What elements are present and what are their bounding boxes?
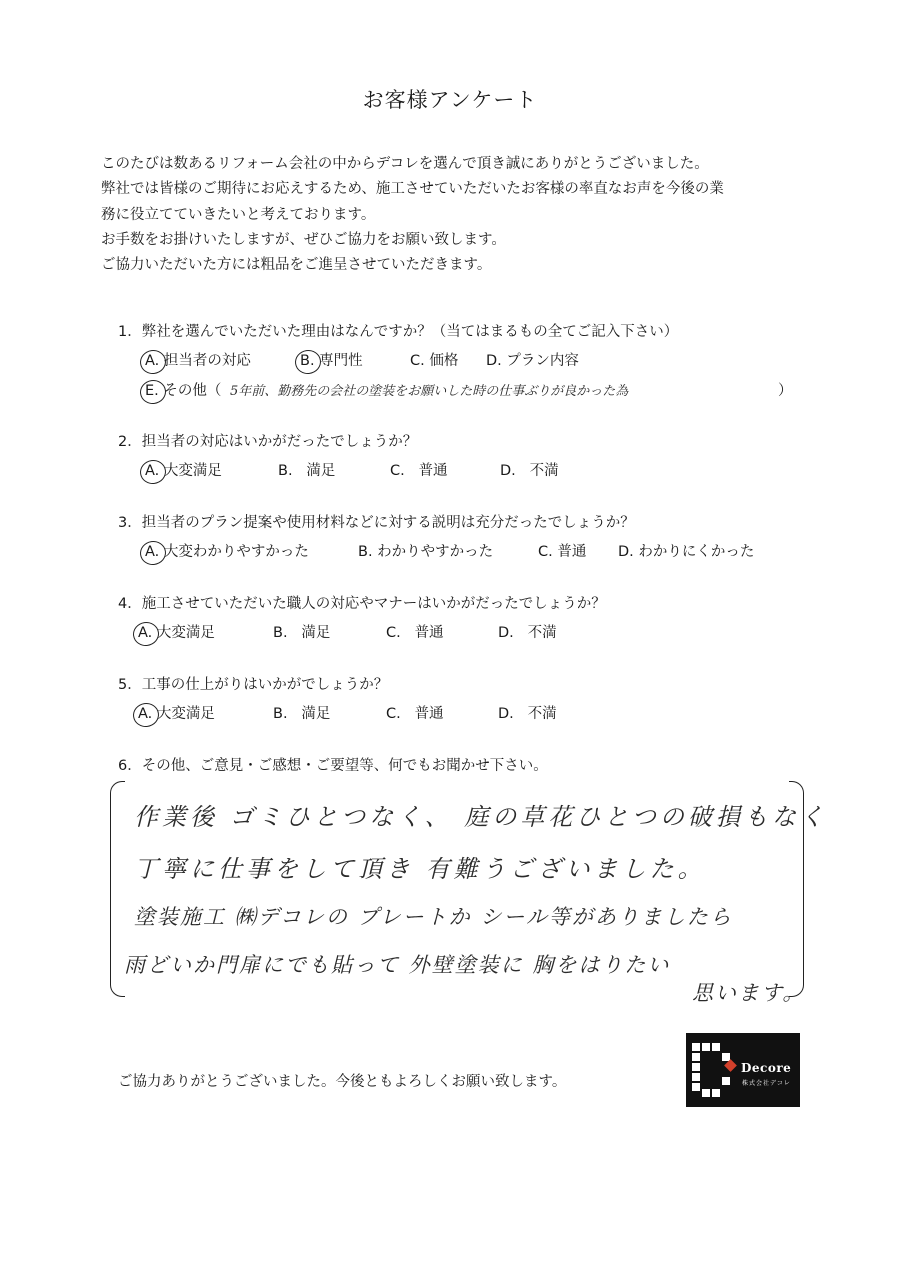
question-3 bbox=[118, 511, 755, 566]
question-3-text: 3．担当者のプラン提案や使用材料などに対する説明は充分だったでしょうか？ bbox=[118, 515, 635, 531]
comment-line: 塗装施工 ㈱デコレの プレートか シール等がありましたら bbox=[134, 905, 733, 929]
footer-thanks: ご協力ありがとうございました。今後ともよろしくお願い致します。 bbox=[118, 1074, 567, 1090]
other-reason-answer: 5年前、勤務先の会社の塗装をお願いした時の仕事ぶりが良かった為 bbox=[230, 384, 629, 399]
intro-line: このたびは数あるリフォーム会社の中からデコレを選んで頂き誠にありがとうございました。 bbox=[101, 156, 709, 172]
comment-line: 雨どいか門扉にでも貼って 外壁塗装に 胸をはりたい bbox=[124, 953, 671, 977]
option-a[interactable]: A. 大変わかりやすかった bbox=[145, 544, 309, 560]
option-a[interactable]: A. 大変満足 bbox=[138, 625, 215, 641]
option-d[interactable]: D. 不満 bbox=[498, 706, 557, 722]
question-5-options bbox=[118, 702, 557, 728]
logo-name: Decore bbox=[741, 1061, 792, 1075]
intro-line: 弊社では皆様のご期待にお応えするため、施工させていただいたお客様の率直なお声を今後の業 bbox=[101, 181, 724, 198]
question-1-other bbox=[118, 379, 793, 405]
question-1 bbox=[118, 320, 793, 405]
page-title: お客様アンケート bbox=[362, 88, 538, 112]
question-3-options bbox=[118, 540, 755, 566]
option-b[interactable]: B. 専門性 bbox=[300, 353, 363, 369]
question-2-options bbox=[118, 459, 559, 485]
bracket-left bbox=[110, 781, 125, 997]
option-c[interactable]: C. 普通 bbox=[386, 706, 444, 722]
question-4 bbox=[118, 592, 606, 647]
option-c[interactable]: C. 普通 bbox=[386, 625, 444, 641]
intro-line: ご協力いただいた方には粗品をご進呈させていただきます。 bbox=[101, 257, 492, 274]
decore-logo bbox=[686, 1033, 800, 1107]
option-c[interactable]: C. 価格 bbox=[410, 353, 459, 369]
option-b[interactable]: B. 満足 bbox=[273, 625, 331, 641]
option-b[interactable]: B. 満足 bbox=[278, 463, 336, 479]
question-5 bbox=[118, 673, 557, 728]
logo-subtitle: 株式会社デコレ bbox=[742, 1080, 791, 1087]
option-d[interactable]: D. わかりにくかった bbox=[618, 544, 755, 560]
comment-line: 丁寧に仕事をして頂き 有難うございました。 bbox=[134, 855, 706, 883]
question-2 bbox=[118, 430, 559, 485]
option-b[interactable]: B. 満足 bbox=[273, 706, 331, 722]
option-c[interactable]: C. 普通 bbox=[390, 463, 448, 479]
question-6-text: 6．その他、ご意見・ご感想・ご要望等、何でもお聞かせ下さい。 bbox=[118, 758, 548, 774]
intro-line: 務に役立てていきたいと考えております。 bbox=[101, 206, 376, 223]
question-4-text: 4．施工させていただいた職人の対応やマナーはいかがだったでしょうか？ bbox=[118, 596, 606, 612]
option-a[interactable]: A. 担当者の対応 bbox=[145, 353, 251, 369]
comment-box[interactable] bbox=[110, 781, 828, 1005]
question-4-options bbox=[118, 621, 606, 647]
option-d[interactable]: D. 不満 bbox=[500, 463, 559, 479]
question-1-options bbox=[118, 349, 678, 375]
option-d[interactable]: D. プラン内容 bbox=[486, 353, 579, 369]
option-a[interactable]: A. 大変満足 bbox=[145, 463, 222, 479]
option-e[interactable]: E. その他（ bbox=[145, 383, 222, 399]
intro-line: お手数をお掛けいたしますが、ぜひご協力をお願い致します。 bbox=[101, 231, 506, 248]
question-1-text: 1．弊社を選んでいただいた理由はなんですか？（当てはまるもの全てご記入下さい） bbox=[118, 324, 679, 340]
question-5-text: 5．工事の仕上がりはいかがでしょうか？ bbox=[118, 677, 389, 693]
option-a[interactable]: A. 大変満足 bbox=[138, 706, 215, 722]
option-c[interactable]: C. 普通 bbox=[538, 544, 587, 560]
option-b[interactable]: B. わかりやすかった bbox=[358, 544, 494, 560]
comment-line: 作業後 ゴミひとつなく、 庭の草花ひとつの破損もなく bbox=[134, 803, 828, 831]
logo-mark-icon bbox=[692, 1043, 732, 1097]
question-6 bbox=[118, 754, 548, 775]
close-paren: ） bbox=[778, 383, 793, 399]
question-2-text: 2．担当者の対応はいかがだったでしょうか？ bbox=[118, 434, 418, 450]
option-d[interactable]: D. 不満 bbox=[498, 625, 557, 641]
intro-text bbox=[101, 152, 841, 278]
comment-line: 思います。 bbox=[692, 981, 806, 1005]
